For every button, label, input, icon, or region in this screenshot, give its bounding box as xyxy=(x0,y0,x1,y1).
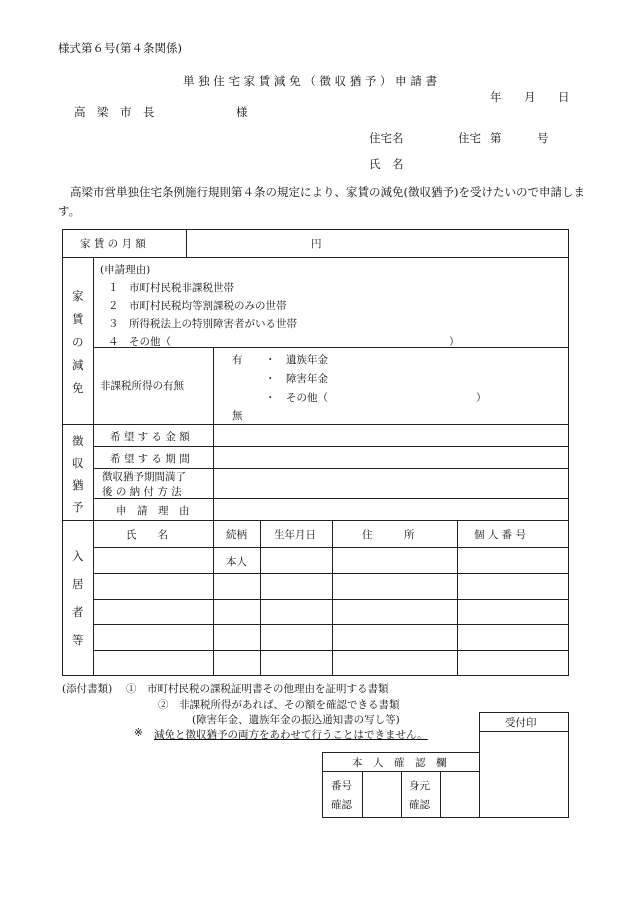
nontax-item: ・ その他（ xyxy=(265,392,328,404)
nontax-yes: 有 xyxy=(232,354,243,366)
rent-unit: 円 xyxy=(311,238,322,250)
number-confirm-label-1: 番号 xyxy=(331,780,352,792)
date-day-label: 日 xyxy=(558,90,570,104)
date-year-label: 年 xyxy=(490,90,502,104)
applicant-name-label: 氏 名 xyxy=(369,157,404,171)
attachment-item-2: ② 非課税所得があれば、その額を確認できる書類 xyxy=(158,699,400,711)
desired-period-label: 希 望 す る 期 間 xyxy=(110,453,190,465)
reason-item: ３ 所得税法上の特別障害者がいる世帯 xyxy=(108,318,297,330)
nontax-close-paren: ） xyxy=(476,392,487,404)
application-reason-label: 申 請 理 由 xyxy=(116,505,190,517)
housing-no-suffix: 号 xyxy=(537,131,549,145)
statement-line-2: す。 xyxy=(58,204,81,218)
reason-close-paren: ） xyxy=(449,336,460,348)
resident-header-birthdate: 生年月日 xyxy=(274,529,316,541)
resident-header-relation: 続柄 xyxy=(226,529,247,541)
reason-item: １ 市町村民税非課税世帯 xyxy=(108,282,234,294)
date-month-label: 月 xyxy=(524,90,536,104)
nontax-label: 非課税所得の有無 xyxy=(100,380,184,392)
resident-header-id-number: 個 人 番 号 xyxy=(474,529,527,541)
page-title: 単 独 住 宅 家 賃 減 免 （ 徴 収 猶 予 ） 申 請 書 xyxy=(183,74,437,88)
housing-label: 住宅 xyxy=(458,131,481,145)
housing-name-label: 住宅名 xyxy=(369,131,404,145)
reason-item: ２ 市町村民税均等割課税のみの世帯 xyxy=(108,300,287,312)
warning-text: 減免と徴収猶予の両方をあわせて行うことはできません。 xyxy=(154,729,428,741)
resident-header-address: 住 所 xyxy=(362,529,415,541)
receipt-label: 受付印 xyxy=(505,717,537,729)
reasons-title: (申請理由) xyxy=(100,264,151,276)
nontax-item: ・ 障害年金 xyxy=(265,373,328,385)
attachment-item-2-note: (障害年金、遺族年金の振込通知書の写し等) xyxy=(192,714,400,726)
honorific: 様 xyxy=(236,105,248,119)
resident-header-name: 氏 名 xyxy=(126,529,168,541)
identity-confirm-label-2: 確認 xyxy=(409,799,430,811)
form-number: 様式第６号(第４条関係) xyxy=(58,41,182,55)
identity-confirmation-title: 本 人 確 認 欄 xyxy=(352,757,447,769)
attachment-item-1: ① 市町村民税の課税証明書その他理由を証明する書類 xyxy=(126,683,389,695)
identity-confirm-label-1: 身元 xyxy=(409,780,430,792)
nontax-no: 無 xyxy=(232,410,243,422)
resident-relation-self: 本人 xyxy=(226,556,247,568)
nontax-item: ・ 遺族年金 xyxy=(265,354,328,366)
statement-line-1: 高梁市営単独住宅条例施行規則第４条の規定により、家賃の減免(徴収猶予)を受けたいので申請しま xyxy=(70,185,585,199)
housing-no-prefix: 第 xyxy=(490,131,502,145)
warning-mark: ※ xyxy=(134,727,143,739)
attachments-label: (添付書類) xyxy=(62,683,113,695)
number-confirm-label-2: 確認 xyxy=(331,799,352,811)
desired-amount-label: 希 望 す る 金 額 xyxy=(110,431,190,443)
payment-method-label-2: 後 の 納 付 方 法 xyxy=(102,486,182,498)
reason-item: ４ その他（ xyxy=(108,336,171,348)
addressee: 高 梁 市 長 xyxy=(74,105,155,119)
payment-method-label-1: 徴収猶予期間満了 xyxy=(102,471,186,483)
rent-label: 家 賃 の 月 額 xyxy=(80,238,146,250)
